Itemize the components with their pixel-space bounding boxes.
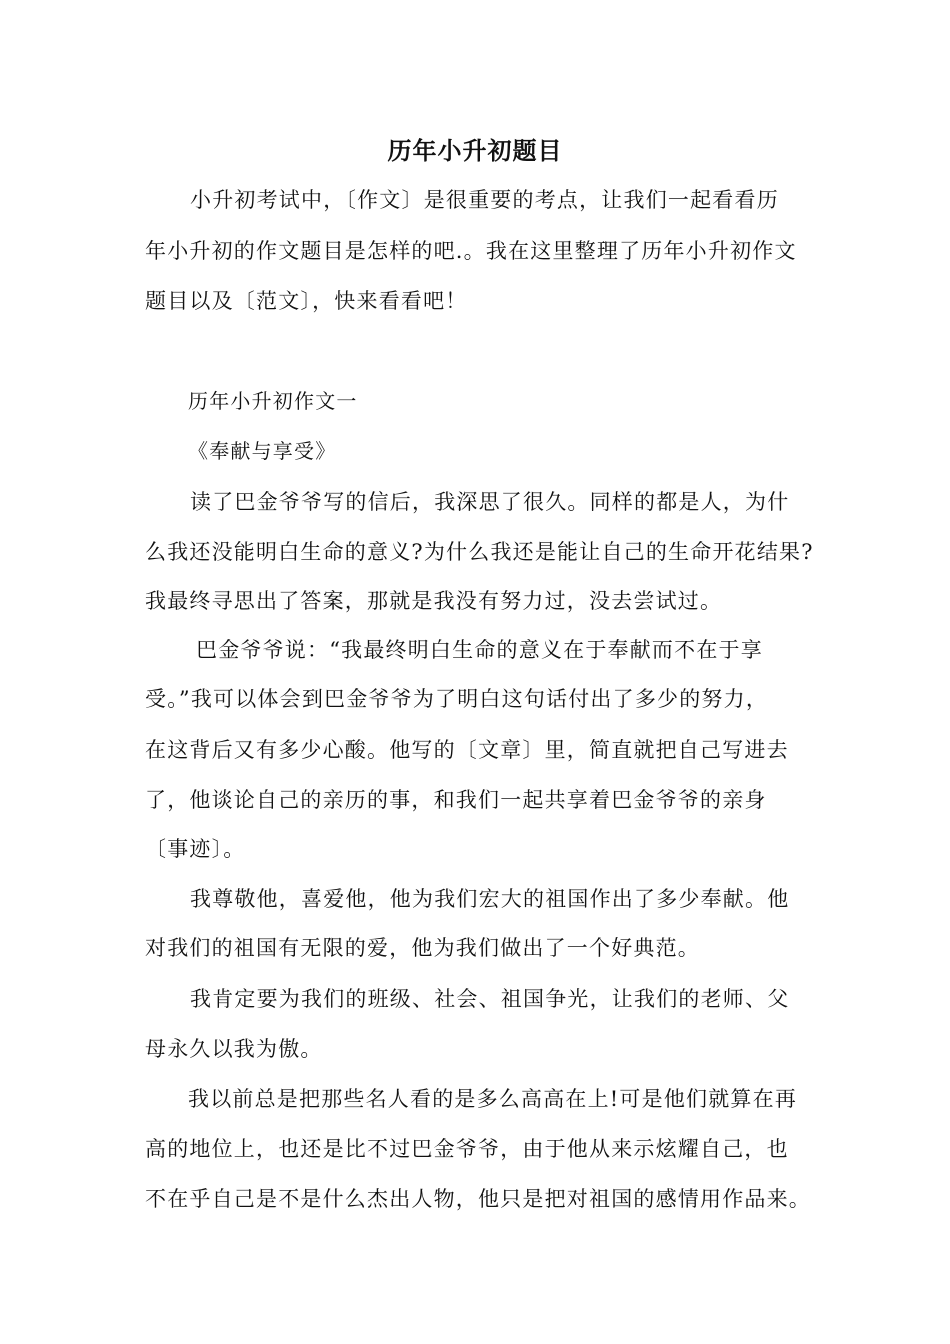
document-title: 历年小升初题目 <box>387 137 563 165</box>
paragraph-line: 高的地位上，也还是比不过巴金爷爷，由于他从来示炫耀自己，也 <box>145 1137 789 1161</box>
paragraph-line: 〔事迹〕。 <box>145 837 246 861</box>
paragraph-line: 在这背后又有多少心酸。他写的〔文章〕里，简直就把自己写进去 <box>145 738 789 762</box>
paragraph-line: 我肯定要为我们的班级、社会、祖国争光，让我们的老师、父 <box>190 987 790 1011</box>
intro-line-2: 年小升初的作文题目是怎样的吧.。我在这里整理了历年小升初作文 <box>145 239 797 263</box>
essay-title: 《奉献与享受》 <box>188 439 337 463</box>
paragraph-line: 读了巴金爷爷写的信后，我深思了很久。同样的都是人，为什 <box>190 490 790 514</box>
paragraph-line: 了，他谈论自己的亲历的事，和我们一起共享着巴金爷爷的亲身 <box>145 788 767 812</box>
paragraph-line: 我最终寻思出了答案，那就是我没有努力过，没去尝试过。 <box>145 589 723 613</box>
paragraph-line: 不在乎自己是不是什么杰出人物，他只是把对祖国的感情用作品来。 <box>145 1187 811 1211</box>
intro-line-1: 小升初考试中，〔作文〕是很重要的考点，让我们一起看看历 <box>190 188 779 212</box>
section-heading: 历年小升初作文一 <box>188 389 358 413</box>
paragraph-line: 受。”我可以体会到巴金爷爷为了明白这句话付出了多少的努力， <box>145 687 769 711</box>
paragraph-line: 么我还没能明白生命的意义?为什么我还是能让自己的生命开花结果? <box>145 540 814 564</box>
paragraph-line: 巴金爷爷说：“我最终明白生命的意义在于奉献而不在于享 <box>196 638 763 662</box>
intro-line-3: 题目以及〔范文〕，快来看看吧！ <box>145 289 468 313</box>
paragraph-line: 母永久以我为傲。 <box>145 1037 323 1061</box>
paragraph-line: 我尊敬他，喜爱他，他为我们宏大的祖国作出了多少奉献。他 <box>190 887 790 911</box>
paragraph-line: 对我们的祖国有无限的爱，他为我们做出了一个好典范。 <box>145 936 700 960</box>
paragraph-line: 我以前总是把那些名人看的是多么高高在上!可是他们就算在再 <box>188 1087 798 1111</box>
